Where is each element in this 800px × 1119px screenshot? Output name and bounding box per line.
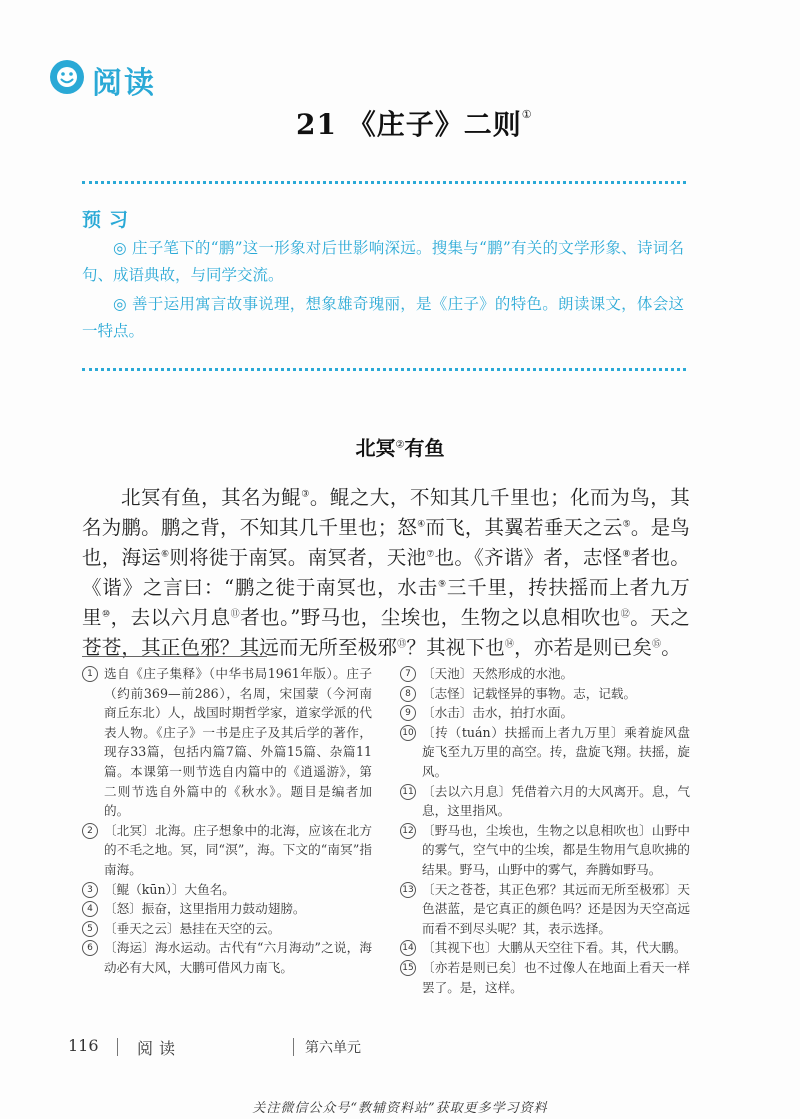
footnote-text: 〔天池〕天然形成的水池。: [422, 666, 574, 681]
footnote-number: 15: [400, 960, 416, 976]
footnote: [400, 723, 690, 782]
footer-section: 阅读: [137, 1039, 182, 1058]
footnote: [82, 821, 372, 880]
footer-separator: [293, 1038, 294, 1056]
footnote-text: 〔北冥〕北海。庄子想象中的北海，应该在北方的不毛之地。冥，同“溟”，海。下文的“南冥”指南海。: [104, 822, 372, 877]
main-text-paragraph: [82, 483, 690, 663]
note-marker: ⑩: [102, 609, 111, 620]
note-marker: ⑧: [622, 549, 631, 560]
footnote: [82, 938, 372, 977]
lesson-title: 21 《庄子》二则①: [296, 108, 533, 141]
footnote-number: 9: [400, 705, 416, 721]
footnote-text: 〔怒〕振奋，这里指用力鼓动翅膀。: [104, 901, 306, 917]
footnote-text: 选自《庄子集释》（中华书局1961年版）。庄子（约前369—前286），名周，宋国蒙（今河南商丘东北）人，战国时期哲学家，道家学派的代表人物。《庄子》一书是庄子及其后学的著作，现存33篇，包括内篇7篇、外篇15篇、杂篇11篇。本课第一则节选自内篇中的《逍遥游》，第二则节选自外篇中的《秋水》。题目是编者加的。: [104, 666, 372, 819]
note-marker: ⑦: [426, 549, 435, 560]
lesson-title-note: ①: [521, 108, 533, 121]
note-marker: ⑨: [438, 579, 447, 590]
reading-section-icon: [50, 60, 84, 94]
text-run: 。鲲之大，不知其几千里也；化而为鸟，其名为鹏。鹏之背，不知其几千里也；怒: [82, 486, 690, 539]
preview-item-2: ◎ 善于运用寓言故事说理，想象雄奇瑰丽，是《庄子》的特色。朗读课文，体会这一特点。: [82, 295, 684, 340]
footnote-text: 〔野马也，尘埃也，生物之以息相吹也〕山野中的雾气，空气中的尘埃，都是生物用气息吹拂的结果。野马，山野中的雾气，奔腾如野马。: [422, 822, 690, 877]
footnote-text: 〔亦若是则已矣〕也不过像人在地面上看天一样罢了。是，这样。: [422, 959, 690, 995]
footnote-number: 6: [82, 940, 98, 956]
footnotes-left-column: [82, 664, 372, 978]
footnote-number: 5: [82, 921, 98, 937]
footnote: [400, 958, 690, 997]
text-run: ，亦若是则已矣: [514, 636, 653, 659]
text-run: 也。《齐谐》者，志怪: [434, 546, 623, 569]
footnote: [400, 821, 690, 880]
note-marker: ④: [417, 519, 426, 530]
footer-separator: [117, 1038, 118, 1056]
text-run: 。是鸟也，海运: [82, 516, 690, 569]
note-marker: ⑤: [622, 519, 631, 530]
section-label: 阅读: [92, 66, 156, 101]
footnote-number: 13: [400, 882, 416, 898]
footnote-number: 3: [82, 882, 98, 898]
footnote: [82, 899, 372, 919]
preview-item-1: ◎ 庄子笔下的“鹏”这一形象对后世影响深远。搜集与“鹏”有关的文学形象、诗词名句、成语典故，与同学交流。: [82, 239, 684, 284]
text-run: 。天之苍苍，其正色邪？其远而无所至极邪: [82, 606, 690, 659]
footnote: [400, 880, 690, 939]
note-marker: ⑬: [397, 639, 407, 650]
note-marker: ③: [301, 489, 310, 500]
footnote: [82, 880, 372, 900]
preview-top-divider: [82, 181, 686, 184]
footnote-text: 〔天之苍苍，其正色邪？其远而无所至极邪〕天色湛蓝，是它真正的颜色吗？还是因为天空高远而看不到尽头呢？其，表示选择。: [422, 881, 690, 936]
text-run: 三千里，抟扶摇而上者九万里: [82, 576, 690, 629]
text-run: ，去以六月息: [110, 606, 231, 629]
note-marker: ⑥: [161, 549, 170, 560]
preview-title: 预习: [82, 209, 137, 231]
footnote: [82, 664, 372, 821]
text-run: 者也。”野马也，尘埃也，生物之以息相吹也: [240, 606, 621, 629]
text-run: 北冥有鱼，其名为鲲: [121, 486, 302, 509]
footnote-number: 8: [400, 686, 416, 702]
footnote: [400, 782, 690, 821]
footnote: [400, 703, 690, 723]
text-run: 。: [661, 636, 681, 659]
footnote-number: 11: [400, 784, 416, 800]
footnote-number: 1: [82, 666, 98, 682]
footnote-text: 〔海运〕海水运动。古代有“六月海动”之说，海动必有大风，大鹏可借风力南飞。: [104, 940, 372, 975]
footnote-number: 10: [400, 725, 416, 741]
footnote: [82, 919, 372, 939]
footnote-text: 〔去以六月息〕凭借着六月的大风离开。息，气息，这里指风。: [422, 783, 690, 819]
footnote-text: 〔志怪〕记载怪异的事物。志，记载。: [422, 685, 637, 701]
note-marker: ⑫: [620, 609, 631, 620]
footnote: [400, 938, 690, 958]
footnote: [400, 684, 690, 704]
footnote-number: 4: [82, 901, 98, 917]
footnote-number: 14: [400, 940, 416, 956]
footnote-text: 〔水击〕击水，拍打水面。: [422, 705, 574, 721]
footnote-number: 2: [82, 823, 98, 839]
text-run: 者也。《谐》之言曰：“鹏之徙于南冥也，水击: [82, 546, 690, 599]
footnotes-right-column: [400, 664, 690, 997]
footnote-text: 〔垂天之云〕悬挂在天空的云。: [104, 920, 281, 936]
text-title: 北冥②有鱼: [355, 436, 445, 460]
footnote-text: 〔其视下也〕大鹏从天空往下看。其，代大鹏。: [422, 940, 687, 956]
text-run: 则将徙于南冥。南冥者，天池: [169, 546, 427, 569]
preview-bottom-divider: [82, 368, 686, 371]
text-run: ？其视下也: [406, 636, 505, 659]
bottom-promo-note: 关注微信公众号“教辅资料站”获取更多学习资料: [252, 1101, 548, 1116]
text-run: 而飞，其翼若垂天之云: [425, 516, 623, 539]
note-marker: ⑮: [652, 639, 662, 650]
page-number: 116: [68, 1036, 99, 1055]
note-marker: ⑭: [504, 639, 515, 650]
footer-unit: 第六单元: [305, 1040, 361, 1056]
footnote-rule: [82, 656, 267, 657]
footnote: [400, 664, 690, 684]
footnote-text: 〔抟（tuán）扶摇而上者九万里〕乘着旋风盘旋飞至九万里的高空。抟，盘旋飞翔。扶摇，旋风。: [422, 724, 690, 779]
note-marker: ⑪: [230, 609, 241, 620]
footnote-number: 12: [400, 823, 416, 839]
footnote-text: 〔鲲（kūn）〕大鱼名。: [104, 881, 235, 897]
footnote-number: 7: [400, 666, 416, 682]
